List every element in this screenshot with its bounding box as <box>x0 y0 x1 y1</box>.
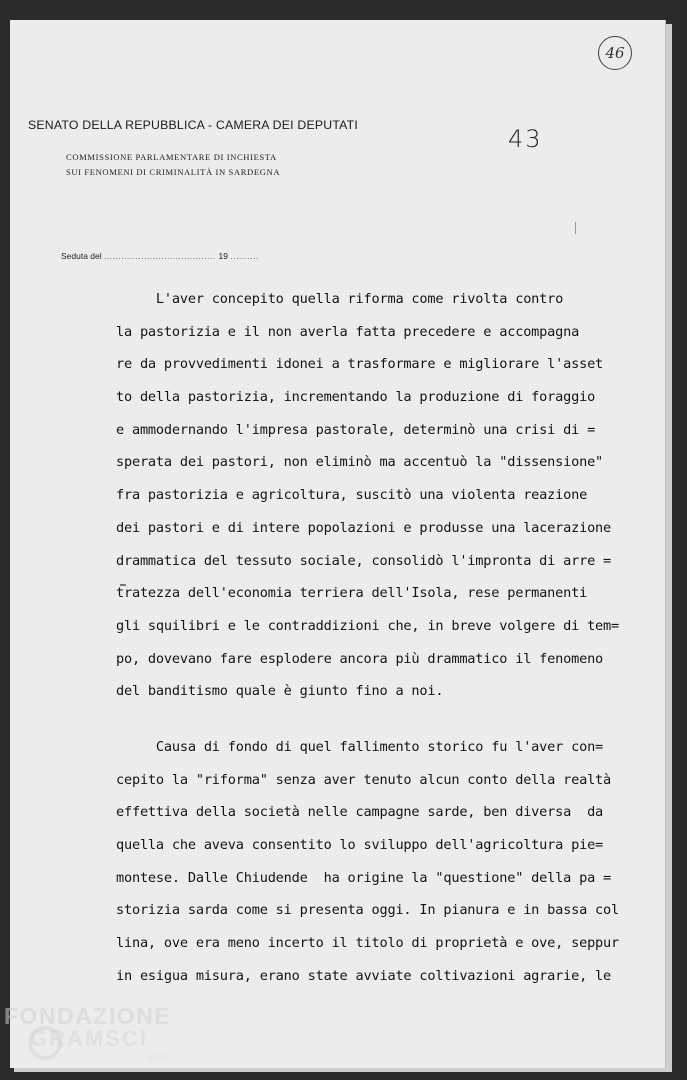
text-line: gli squilibri e le contraddizioni che, in breve volgere di tem= <box>116 617 620 634</box>
text-line: la pastorizia e il non averla fatta precedere e accompagna <box>116 323 580 340</box>
institution-heading: SENATO DELLA REPUBBLICA - CAMERA DEI DEPUTATI <box>28 118 358 132</box>
text-line: storizia sarda come si presenta oggi. In pianura e in bassa col <box>116 902 620 919</box>
text-line: lina, ove era meno incerto il titolo di proprietà e ove, seppur <box>116 935 620 952</box>
seduta-year: 19 <box>218 251 228 261</box>
commission-line-2: SUI FENOMENI DI CRIMINALITÀ IN SARDEGNA <box>66 167 281 177</box>
watermark-line-2: GRAMSCI <box>30 1026 148 1051</box>
commission-line-1: COMMISSIONE PARLAMENTARE DI INCHIESTA <box>66 152 277 162</box>
page-number: 46 <box>605 44 625 62</box>
text-line: tratezza dell'economia terriera dell'Isola, rese permanenti <box>116 585 588 602</box>
margin-tick <box>575 222 576 234</box>
text-line: fra pastorizia e agricoltura, suscitò una violenta reazione <box>116 487 588 504</box>
text-line: in esigua misura, erano state avviate coltivazioni agrarie, le <box>116 967 612 984</box>
watermark-line-1: FONDAZIONE <box>4 1003 172 1029</box>
text-line: sperata dei pastori, non eliminò ma accentuò la "dissensione" <box>116 454 604 471</box>
text-line: cepito la "riforma" senza aver tenuto alcun conto della realtà <box>116 771 612 788</box>
text-line: e ammodernando l'impresa pastorale, determinò una crisi di = <box>116 421 596 438</box>
paragraph-gap <box>116 708 636 731</box>
text-line: re da provvedimenti idonei a trasformare e migliorare l'asset <box>116 356 604 373</box>
seduta-label: Seduta del <box>61 251 102 261</box>
text-line: po, dovevano fare esplodere ancora più drammatico il fenomeno <box>116 650 604 667</box>
watermark-line-3: onlus <box>148 1052 170 1062</box>
text-line: L'aver concepito quella riforma come rivolta contro <box>116 291 564 307</box>
text-line: dei pastori e di intere popolazioni e produsse una lacerazione <box>116 519 612 536</box>
text-line: del banditismo quale è giunto fino a noi. <box>116 683 444 700</box>
text-line: quella che aveva consentito lo sviluppo dell'agricoltura pie= <box>116 837 604 853</box>
page-number-stamp <box>598 36 632 70</box>
folio-number: 43 <box>508 125 543 153</box>
seduta-dots-end: .......... <box>230 251 259 261</box>
text-line: montese. Dalle Chiudende ha origine la "questione" della pa = <box>116 869 612 886</box>
text-line: effettiva della società nelle campagne sarde, ben diversa da <box>116 804 604 821</box>
text-line: Causa di fondo di quel fallimento storico fu l'aver con= <box>116 738 604 755</box>
text-line: to della pastorizia, incrementando la produzione di foraggio <box>116 389 596 406</box>
text-line: drammatica del tessuto sociale, consolidò l'impronta di arre = <box>116 552 612 569</box>
seduta-dots: ....................................... <box>104 251 219 261</box>
seduta-line <box>61 251 259 261</box>
body-text <box>116 283 636 992</box>
